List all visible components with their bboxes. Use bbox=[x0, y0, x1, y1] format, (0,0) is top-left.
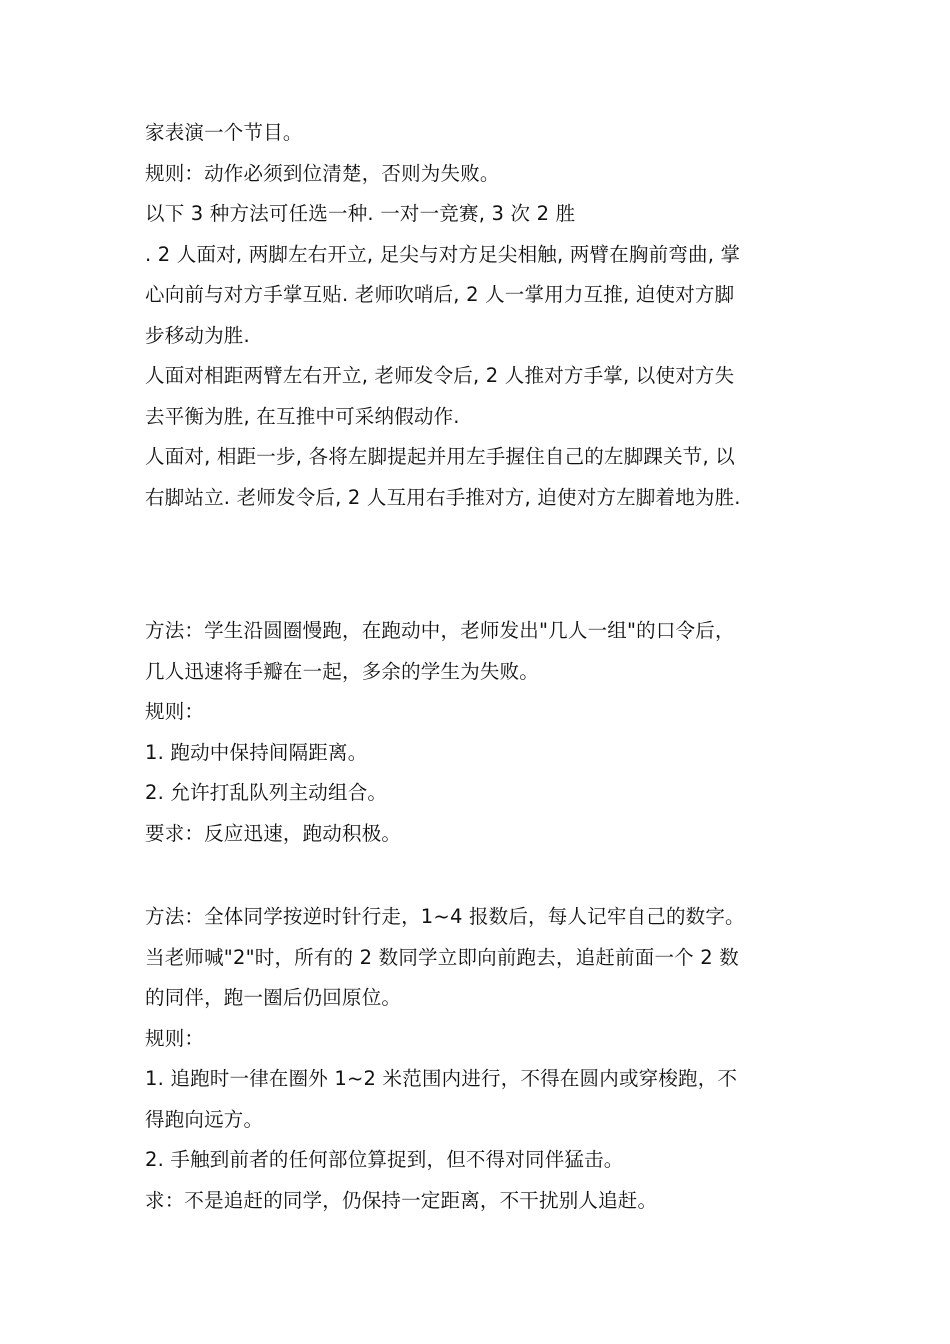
text-line: 1. 跑动中保持间隔距离。 bbox=[145, 740, 368, 764]
text-line: 人面对相距两臂左右开立, 老师发令后, 2 人推对方手掌, 以使对方失 bbox=[145, 364, 735, 387]
text-line: 方法：学生沿圆圈慢跑，在跑动中，老师发出"几人一组"的口令后， bbox=[145, 619, 735, 642]
text-line: 2. 手触到前者的任何部位算捉到，但不得对同伴猛击。 bbox=[145, 1148, 624, 1171]
text-line: 的同伴，跑一圈后仍回原位。 bbox=[145, 986, 402, 1009]
text-line: 右脚站立. 老师发令后, 2 人互用右手推对方, 迫使对方左脚着地为胜. bbox=[145, 485, 741, 509]
text-line: 求：不是追赶的同学，仍保持一定距离，不干扰别人追赶。 bbox=[145, 1188, 658, 1212]
text-line: 以下 3 种方法可任选一种. 一对一竞赛, 3 次 2 胜 bbox=[145, 202, 576, 225]
text-line: 得跑向远方。 bbox=[145, 1107, 264, 1131]
chase-game-section bbox=[145, 897, 835, 1221]
text-line: 1. 追跑时一律在圈外 1~2 米范围内进行，不得在圆内或穿梭跑，不 bbox=[145, 1067, 738, 1090]
text-line: 步移动为胜. bbox=[145, 323, 250, 347]
text-line: 要求：反应迅速，跑动积极。 bbox=[145, 821, 402, 845]
text-line: 几人迅速将手瓣在一起，多余的学生为失败。 bbox=[145, 659, 540, 683]
text-line: 当老师喊"2"时，所有的 2 数同学立即向前跑去，追赶前面一个 2 数 bbox=[145, 945, 739, 969]
text-line: 规则： bbox=[145, 1026, 205, 1050]
text-line: 方法：全体同学按逆时针行走，1~4 报数后，每人记牢自己的数字。 bbox=[145, 905, 745, 928]
text-line: 心向前与对方手掌互贴. 老师吹哨后, 2 人一掌用力互推, 迫使对方脚 bbox=[145, 283, 735, 306]
text-line: 去平衡为胜, 在互推中可采纳假动作. bbox=[145, 404, 460, 428]
text-line: 规则： bbox=[145, 700, 205, 723]
group-game-section bbox=[145, 611, 835, 854]
text-line: 家表演一个节目。 bbox=[145, 121, 303, 144]
text-line: 2. 允许打乱队列主动组合。 bbox=[145, 781, 388, 804]
text-line: . 2 人面对, 两脚左右开立, 足尖与对方足尖相触, 两臂在胸前弯曲, 掌 bbox=[145, 242, 741, 266]
text-line: 人面对, 相距一步, 各将左脚提起并用左手握住自己的左脚踝关节, 以 bbox=[145, 445, 735, 468]
text-line: 规则：动作必须到位清楚，否则为失败。 bbox=[145, 161, 500, 185]
game-rules-section bbox=[145, 113, 835, 518]
